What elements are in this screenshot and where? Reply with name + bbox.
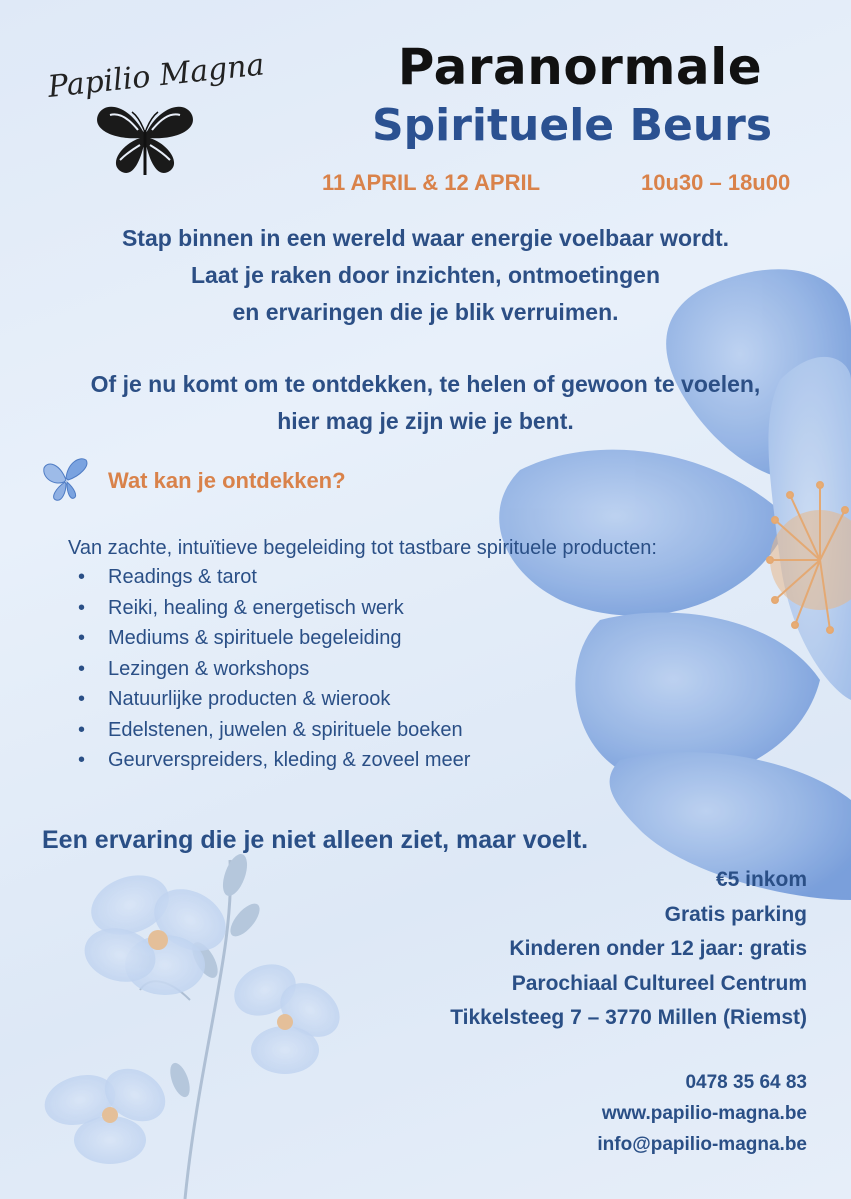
list-item: • Reiki, healing & energetisch werk	[78, 593, 470, 624]
intro-line: en ervaringen die je blik verruimen.	[232, 299, 619, 325]
contact-email[interactable]: info@papilio-magna.be	[597, 1134, 807, 1155]
intro-text	[0, 220, 851, 440]
info-price: €5 inkom	[715, 868, 807, 891]
event-info	[450, 863, 807, 1036]
intro-line: Laat je raken door inzichten, ontmoetingen	[191, 262, 660, 288]
butterfly-logo-icon	[90, 90, 200, 180]
list-item: • Mediums & spirituele begeleiding	[78, 623, 470, 654]
list-item: • Edelstenen, juwelen & spirituele boeken	[78, 715, 470, 746]
page-title: Paranormale	[397, 38, 763, 96]
intro-line: hier mag je zijn wie je bent.	[277, 408, 574, 434]
list-item: • Lezingen & workshops	[78, 654, 470, 685]
logo-text: Papilio Magna	[46, 47, 266, 105]
event-dates: 11 APRIL & 12 APRIL	[322, 170, 541, 195]
list-item: • Natuurlijke producten & wierook	[78, 684, 470, 715]
discover-heading: Wat kan je ontdekken?	[108, 468, 346, 493]
blue-butterfly-icon	[40, 452, 90, 504]
tagline: Een ervaring die je niet alleen ziet, maar voelt.	[42, 826, 589, 854]
contact-info	[597, 1067, 807, 1160]
feature-list	[78, 562, 470, 776]
list-item: • Geurverspreiders, kleding & zoveel meer	[78, 745, 470, 776]
contact-phone: 0478 35 64 83	[685, 1072, 807, 1093]
intro-line: Stap binnen in een wereld waar energie voelbaar wordt.	[121, 225, 730, 251]
intro-line: Of je nu komt om te ontdekken, te helen of gewoon te voelen,	[90, 371, 761, 397]
info-parking: Gratis parking	[664, 902, 807, 926]
intro-line	[0, 331, 851, 366]
info-address: Tikkelsteeg 7 – 3770 Millen (Riemst)	[450, 1006, 807, 1029]
discover-intro: Van zachte, intuïtieve begeleiding tot tastbare spirituele producten:	[68, 537, 657, 559]
list-item: • Readings & tarot	[78, 562, 470, 593]
page-subtitle: Spirituele Beurs	[371, 100, 773, 151]
contact-website[interactable]: www.papilio-magna.be	[601, 1103, 807, 1124]
info-venue: Parochiaal Cultureel Centrum	[511, 971, 807, 995]
logo	[40, 47, 266, 180]
info-children: Kinderen onder 12 jaar: gratis	[509, 937, 807, 960]
event-hours: 10u30 – 18u00	[641, 170, 791, 195]
